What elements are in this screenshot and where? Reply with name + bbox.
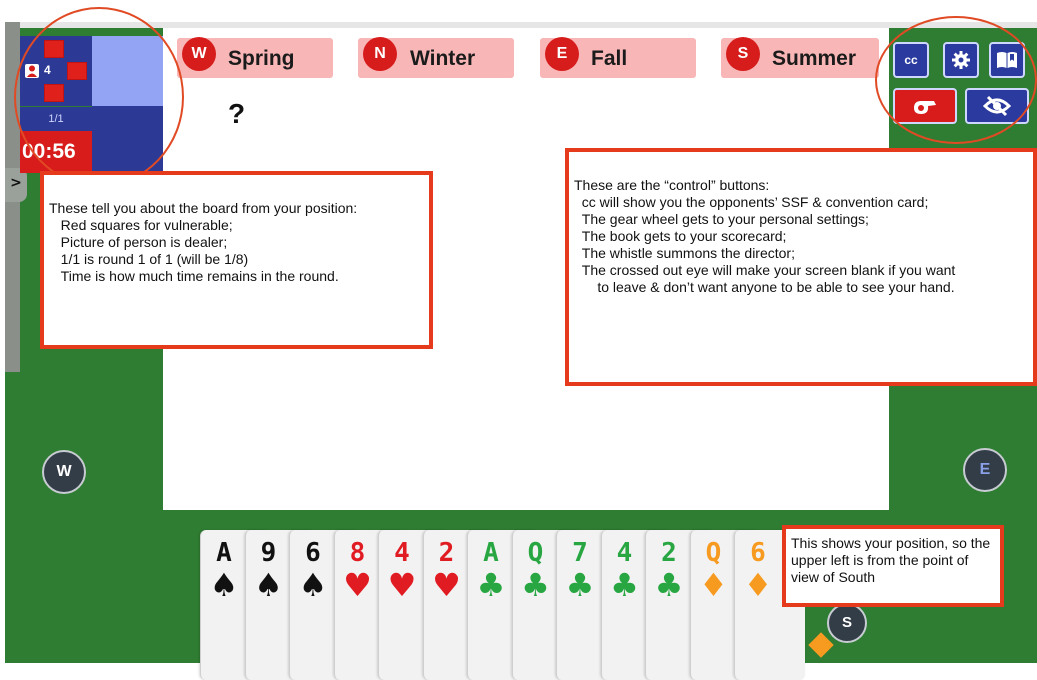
position-callout: This shows your position, so the upper left is from the point of view of South [782, 525, 1004, 607]
card-suit-icon: ♥ [343, 566, 372, 604]
seat-badge-east: E [545, 37, 579, 71]
convention-card-label: cc [904, 53, 918, 67]
card-rank: 4 [394, 538, 410, 568]
controls-highlight-ring [875, 16, 1037, 144]
card-rank: 7 [572, 538, 588, 568]
card-rank: 2 [661, 538, 677, 568]
board-info-callout: These tell you about the board from your position: Red squares for vulnerable; Picture of person is dealer; 1/1 is round 1 of 1 (will be 1/8) Time is how much time remains in the round. [40, 171, 433, 349]
card-suit-icon: ♠ [254, 566, 283, 604]
card-suit-icon: ♠ [209, 566, 239, 604]
dealer-number: 4 [44, 63, 51, 77]
seat-badge-north: N [363, 37, 397, 71]
card-rank: Q [705, 538, 722, 568]
card-rank: 6 [750, 538, 766, 568]
seat-badge-south: S [726, 37, 760, 71]
direction-marker-west: W [42, 450, 86, 494]
round-indicator: 1/1 [20, 107, 92, 131]
seat-badge-west: W [182, 37, 216, 71]
card-rank: 9 [260, 538, 277, 568]
card-rank: Q [527, 538, 544, 568]
card-suit-icon: ♥ [387, 566, 417, 604]
card-rank: 6 [305, 538, 321, 568]
control-buttons-callout: These are the “control” buttons: cc will show you the opponents’ SSF & convention card; The gear wheel gets to your personal settings; The book gets to your scorecard; The whistle summons the director; The crossed out eye will make your screen blank if you want to leave & don’t want anyone to be able to see your hand. [565, 148, 1037, 386]
card-suit-icon: ♣ [476, 566, 506, 604]
card-rank: 4 [616, 538, 633, 568]
round-timer: 00:56 [20, 131, 92, 173]
card-suit-icon: ♣ [521, 566, 550, 604]
direction-marker-east: E [963, 448, 1007, 492]
card-suit-icon: ♠ [298, 566, 328, 604]
pending-bid-marker: ? [228, 98, 246, 129]
player-name-north: Winter [410, 47, 476, 70]
card-suit-icon: ♣ [654, 566, 684, 604]
card-rank: 2 [438, 538, 455, 568]
card-rank: 8 [349, 538, 366, 568]
card-suit-icon: ♣ [565, 566, 595, 604]
card-suit-icon: ♥ [432, 566, 461, 604]
direction-marker-south: S [827, 603, 867, 643]
board-info-highlight-ring [14, 7, 184, 187]
card-suit-icon: ♦ [699, 566, 728, 604]
player-name-south: Summer [772, 47, 857, 70]
drawer-toggle-button[interactable]: > [5, 168, 27, 202]
player-name-east: Fall [591, 47, 628, 70]
card-rank: A [216, 538, 232, 568]
card-suit-icon: ♣ [610, 566, 639, 604]
player-name-west: Spring [228, 47, 295, 70]
card-rank: A [483, 538, 499, 568]
card-suit-icon: ♦ [743, 566, 773, 604]
